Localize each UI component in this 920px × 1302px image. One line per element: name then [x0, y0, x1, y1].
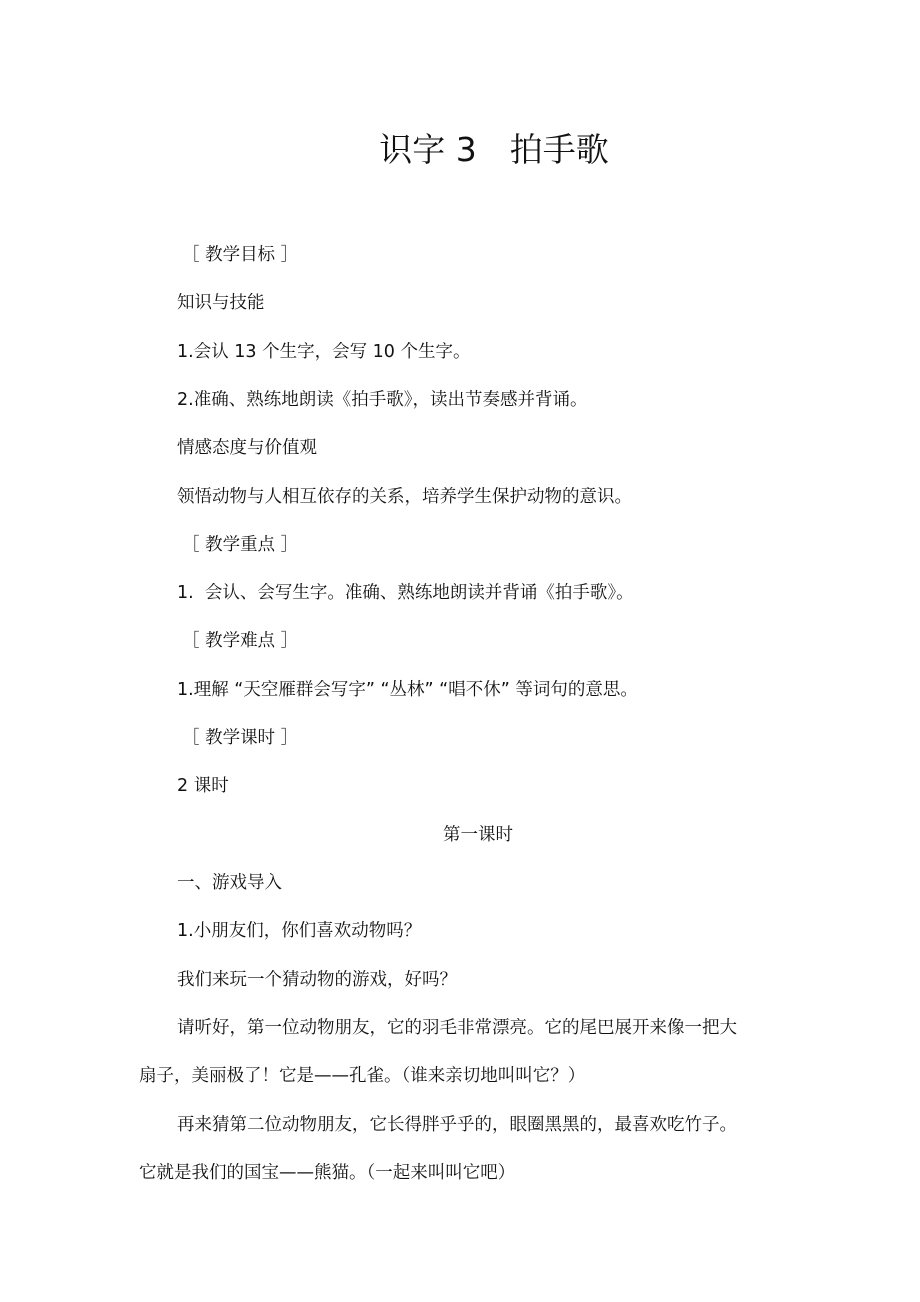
paragraph-game-invite: 我们来玩一个猜动物的游戏，好吗？	[177, 970, 457, 990]
section-heading-difficulties: ［ 教学难点 ］	[182, 631, 299, 651]
paragraph-panda-line-1: 再来猜第二位动物朋友，它长得胖乎乎的，眼圈黑黑的，最喜欢吃竹子。	[177, 1115, 737, 1135]
subheading-knowledge-skills: 知识与技能	[177, 293, 265, 313]
paragraph-question: 1.小朋友们，你们喜欢动物吗？	[177, 921, 422, 941]
paragraph-peacock-line-1: 请听好，第一位动物朋友，它的羽毛非常漂亮。它的尾巴展开来像一把大	[177, 1018, 737, 1038]
step-heading-game-intro: 一、游戏导入	[177, 873, 282, 893]
subheading-attitude-values: 情感态度与价值观	[177, 438, 317, 458]
period-heading: 第一课时	[443, 825, 513, 845]
difficulty-item-1: 1.理解 “天空雁群会写字” “丛林” “唱不休” 等词句的意思。	[177, 680, 638, 700]
paragraph-peacock-line-2: 扇子，美丽极了！它是——孔雀。（谁来亲切地叫叫它？）	[139, 1066, 586, 1086]
section-heading-key-points: ［ 教学重点 ］	[182, 535, 299, 555]
section-heading-class-hours: ［ 教学课时 ］	[182, 728, 299, 748]
paragraph-panda-line-2: 它就是我们的国宝——熊猫。（一起来叫叫它吧）	[139, 1163, 516, 1183]
objective-item-1: 1.会认 13 个生字，会写 10 个生字。	[177, 342, 471, 362]
objective-item-2: 2.准确、熟练地朗读《拍手歌》，读出节奏感并背诵。	[177, 390, 588, 410]
class-hours-value: 2 课时	[177, 776, 229, 796]
attitude-objective: 领悟动物与人相互依存的关系，培养学生保护动物的意识。	[177, 487, 632, 507]
key-point-item-1: 1. 会认、会写生字。准确、熟练地朗读并背诵《拍手歌》。	[177, 583, 634, 603]
section-heading-objectives: ［ 教学目标 ］	[182, 245, 299, 265]
lesson-title: 识字 3 拍手歌	[379, 130, 609, 169]
